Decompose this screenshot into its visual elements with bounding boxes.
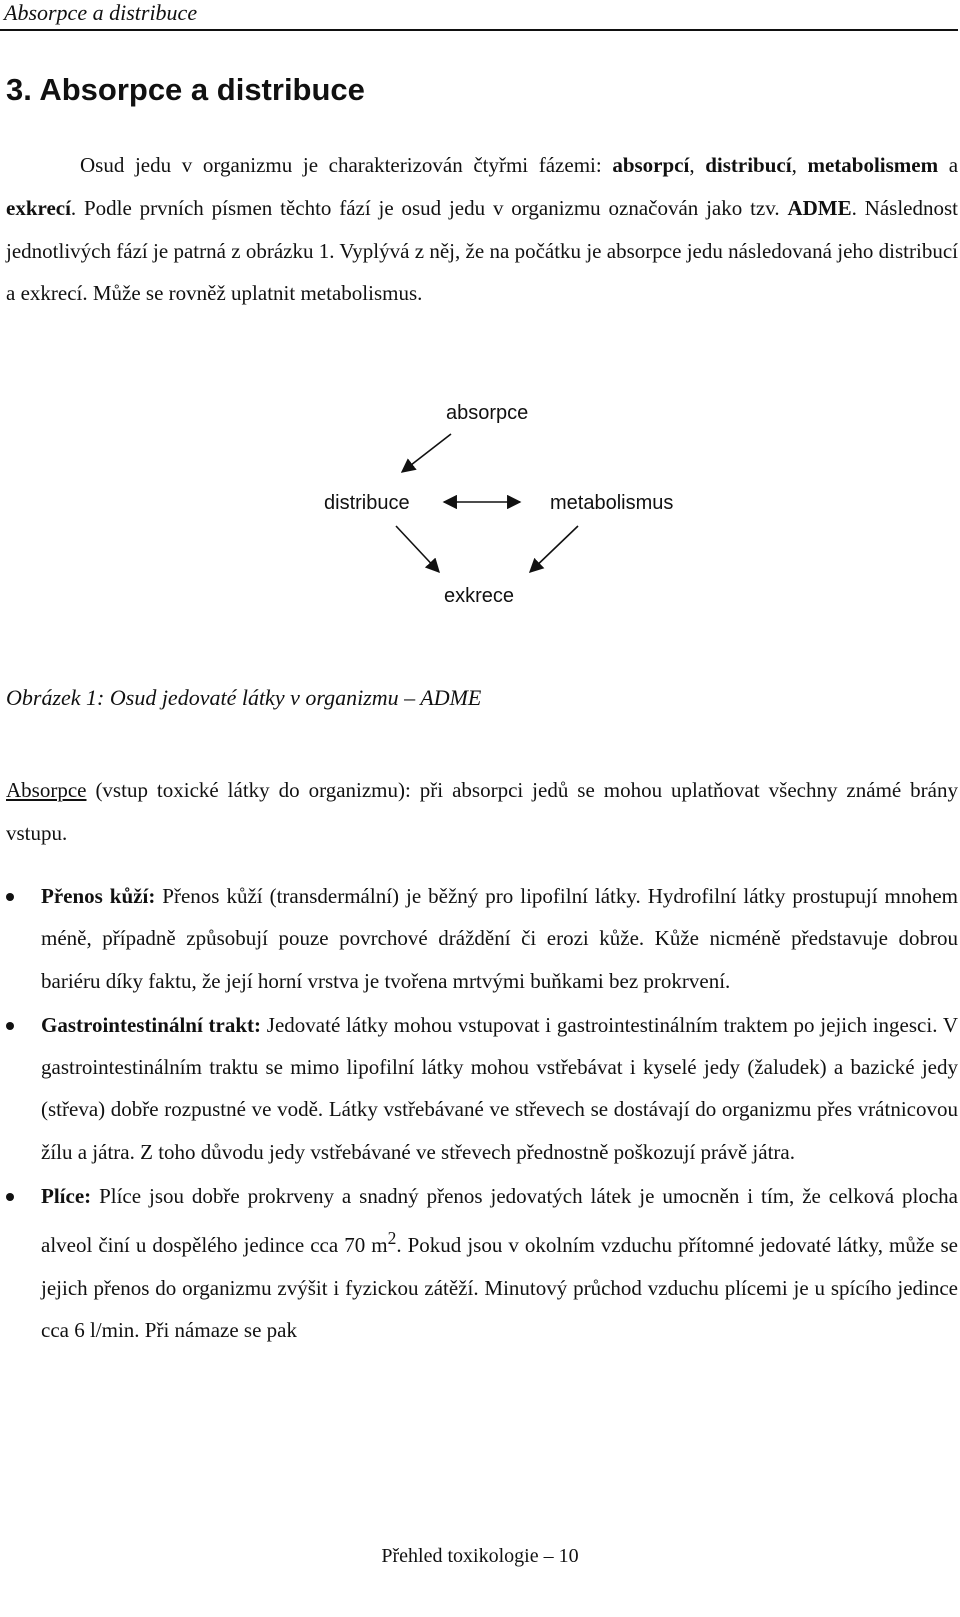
- list-item: [0, 1175, 958, 1351]
- term-distribuci: distribucí: [705, 153, 792, 177]
- bullet-icon: [6, 1022, 14, 1030]
- node-metabolismus: metabolismus: [550, 492, 674, 514]
- arrow-absorpce-distribuce: [402, 434, 451, 472]
- route-text: . Pokud jsou v okolním vzduchu přítomné jedovaté látky, může se jejich přenos do organizmu zvýšit i fyzickou zátěží. Minutový průchod vzduchu plícemi je u spícího jedince cca 6 l/min. Při námaze se pak: [41, 1233, 958, 1342]
- term-absorpce: Absorpce: [6, 778, 87, 802]
- route-text: Přenos kůží (transdermální) je běžný pro lipofilní látky. Hydrofilní látky prostupují mnohem méně, případně způsobují pouze povrchové dráždění či erozi kůže. Kůže nicméně představuje dobrou bariéru díky faktu, že její horní vrstva je tvořena mrtvými buňkami bez prokrvení.: [41, 884, 958, 993]
- bullet-icon: [6, 893, 14, 901]
- route-term: Plíce:: [41, 1184, 92, 1209]
- term-metabolismem: metabolismem: [807, 153, 939, 177]
- intro-text: ,: [689, 153, 706, 177]
- figure-caption: Obrázek 1: Osud jedovaté látky v organizmu – ADME: [6, 685, 482, 710]
- route-text: Jedovaté látky mohou vstupovat i gastrointestinálním traktem po jejich ingesci. V gastrointestinálním traktu se mimo lipofilní látky mohou vstřebávat i kyselé jedy (žaludek) a bazické jedy (střeva) dobře rozpustné ve vodě. Látky vstřebávané ve střevech se dostávají do organizmu přes vrátnicovou žílu a játra. Z toho důvodu jedy vstřebávané ve střevech přednostně poškozují právě játra.: [41, 1012, 958, 1164]
- intro-paragraph: [6, 144, 958, 315]
- intro-text: a: [938, 153, 959, 177]
- route-term: Gastrointestinální trakt:: [41, 1012, 262, 1037]
- list-item: [0, 1004, 958, 1173]
- list-item: [0, 875, 958, 1002]
- arrow-metabolismus-exkrece: [530, 526, 578, 572]
- running-header: Absorpce a distribuce: [4, 0, 198, 25]
- adme-diagram: [300, 392, 720, 632]
- superscript: 2: [387, 1228, 397, 1249]
- route-term: Přenos kůží:: [41, 884, 156, 908]
- intro-text: Osud jedu v organizmu je charakterizován čtyřmi fázemi:: [80, 153, 613, 177]
- term-adme: ADME: [787, 195, 852, 220]
- arrow-distribuce-exkrece: [396, 526, 439, 572]
- absorption-routes-list: [0, 875, 958, 1353]
- term-exkreci: exkrecí: [6, 195, 71, 220]
- node-distribuce: distribuce: [324, 492, 410, 514]
- node-absorpce: absorpce: [446, 402, 529, 424]
- page-footer: Přehled toxikologie – 10: [381, 1545, 579, 1567]
- route-text: Plíce jsou dobře prokrveny a snadný přenos jedovatých látek je umocněn i tím, že celková plocha alveol činí u dospělého jedince cca 70 m: [41, 1184, 958, 1258]
- header-rule: [0, 29, 958, 31]
- bullet-icon: [6, 1193, 14, 1201]
- chapter-title: 3. Absorpce a distribuce: [6, 72, 365, 107]
- intro-text: . Následnost jednotlivých fází je patrná z obrázku 1. Vyplývá z něj, že na počátku je absorpce jedu následovaná jeho distribucí a exkrecí. Může se rovněž uplatnit metabolismus.: [6, 195, 958, 306]
- term-absorpci: absorpcí: [612, 153, 690, 177]
- absorption-text: (vstup toxické látky do organizmu): při absorpci jedů se mohou uplatňovat všechny známé brány vstupu.: [6, 778, 958, 845]
- intro-text: ,: [791, 153, 808, 177]
- intro-text: . Podle prvních písmen těchto fází je osud jedu v organizmu označován jako tzv.: [70, 195, 788, 220]
- absorption-paragraph: [6, 769, 958, 855]
- node-exkrece: exkrece: [444, 585, 515, 607]
